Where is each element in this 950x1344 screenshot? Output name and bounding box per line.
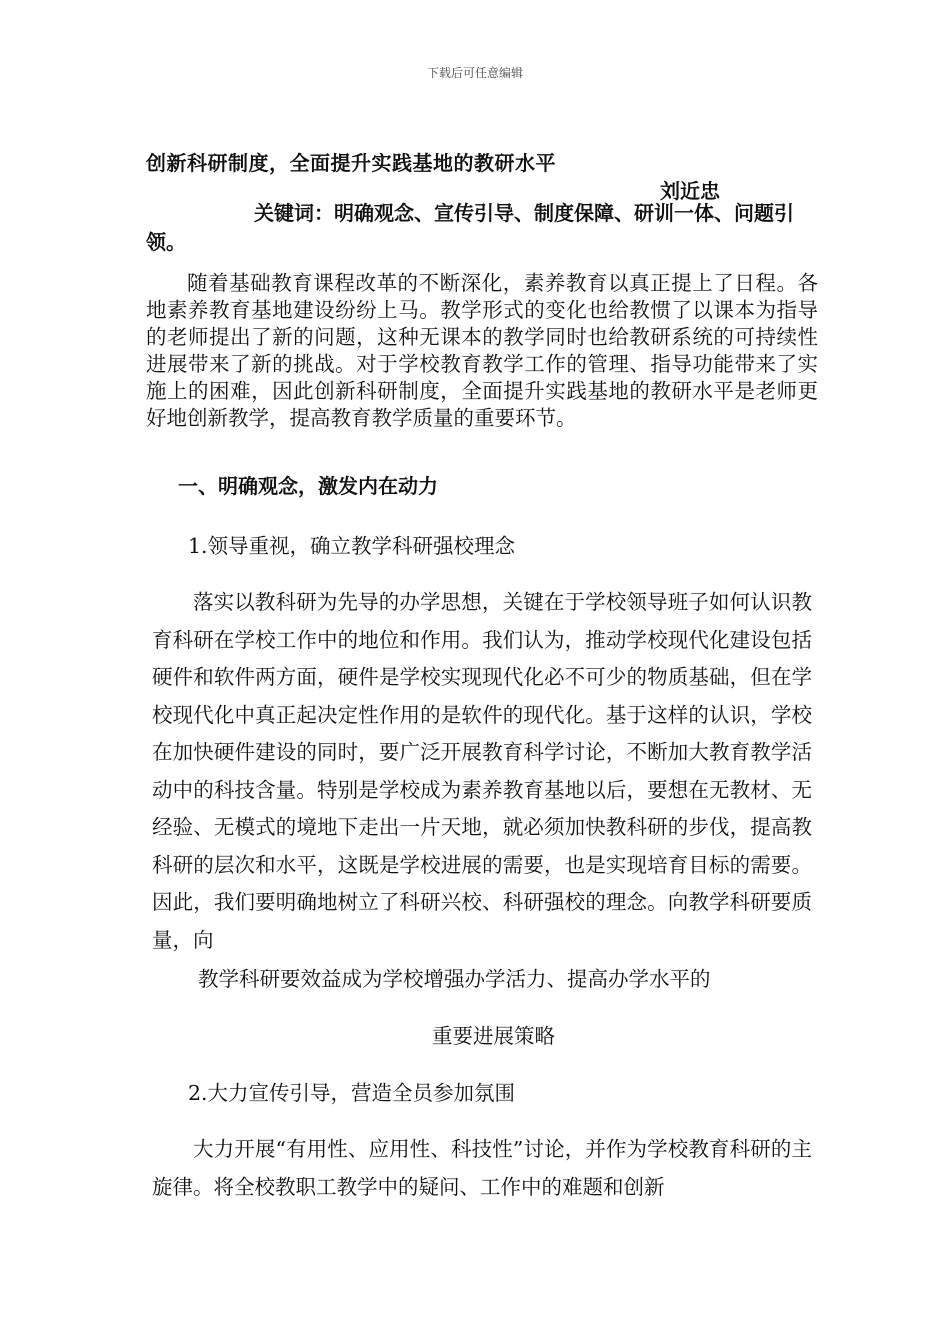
section-1-heading: 一、明确观念，激发内在动力 bbox=[178, 474, 438, 498]
subsection-1-heading: 1.领导重视，确立教学科研强校理念 bbox=[188, 534, 516, 558]
paragraph-continuation-line: 教学科研要效益成为学校增强办学活力、提高办学水平的 bbox=[198, 967, 711, 991]
paragraph-tail-line: 重要进展策略 bbox=[432, 1024, 555, 1048]
subsection-1-paragraph: 落实以教科研为先导的办学思想，关键在于学校领导班子如何认识教育科研在学校工作中的地位和作用。我们认为，推动学校现代化建设包括硬件和软件两方面，硬件是学校实现现代化必不可少的物质基础，但在学校现代化中真正起决定性作用的是软件的现代化。基于这样的认识，学校在加快硬件建设的同时，要广泛开展教育科学讨论，不断加大教育教学活动中的科技含量。特别是学校成为素养教育基地以后，要想在无教材、无经验、无模式的境地下走出一片天地，就必须加快教科研的步伐，提高教科研的层次和水平，这既是学校进展的需要，也是实现培育目标的需要。因此，我们要明确地树立了科研兴校、科研强校的理念。向教学科研要质量，向 bbox=[152, 590, 812, 952]
document-title: 创新科研制度，全面提升实践基地的教研水平 bbox=[146, 151, 556, 175]
keywords: 关键词：明确观念、宣传引导、制度保障、研训一体、问题引领。 bbox=[146, 201, 794, 254]
page-header: 下载后可任意编辑 bbox=[426, 66, 523, 80]
author-name: 刘近忠 bbox=[660, 179, 720, 203]
intro-paragraph: 随着基础教育课程改革的不断深化，素养教育以真正提上了日程。各地素养教育基地建设纷纷上马。教学形式的变化也给教惯了以课本为指导的老师提出了新的问题，这种无课本的教学同时也给教研系统的可持续性进展带来了新的挑战。对于学校教育教学工作的管理、指导功能带来了实施上的困难，因此创新科研制度，全面提升实践基地的教研水平是老师更好地创新教学，提高教育教学质量的重要环节。 bbox=[146, 271, 818, 430]
subsection-2-heading: 2.大力宣传引导，营造全员参加氛围 bbox=[188, 1081, 516, 1105]
subsection-2-paragraph: 大力开展“有用性、应用性、科技性”讨论，并作为学校教育科研的主旋律。将全校教职工教学中的疑问、工作中的难题和创新 bbox=[152, 1137, 812, 1199]
